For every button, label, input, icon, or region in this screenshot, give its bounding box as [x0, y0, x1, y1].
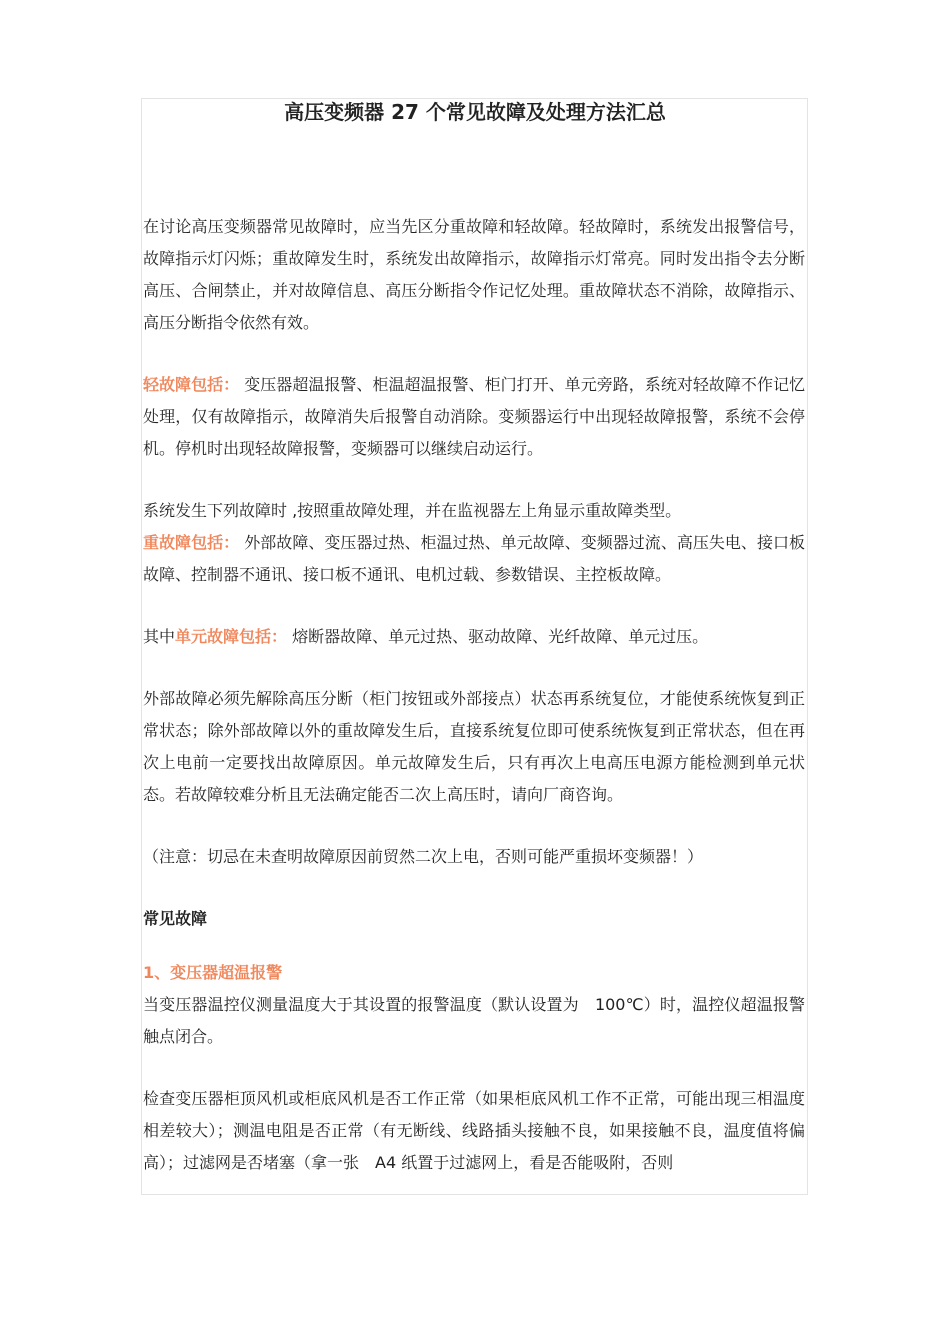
heavy-fault-intro: 系统发生下列故障时 ,按照重故障处理，并在监视器左上角显示重故障类型。	[143, 501, 682, 520]
document-body	[143, 211, 805, 1179]
section-heading: 常见故障	[143, 909, 208, 928]
light-fault-label: 轻故障包括：	[143, 375, 240, 394]
unit-fault-prefix: 其中	[143, 627, 176, 646]
notice-paragraph: （注意：切忌在未查明故障原因前贸然二次上电，否则可能严重损坏变频器！）	[143, 847, 704, 866]
item1-paragraph-1: 当变压器温控仪测量温度大于其设置的报警温度（默认设置为 100℃）时，温控仪超温报警触点闭合。	[143, 995, 805, 1046]
external-fault-paragraph: 外部故障必须先解除高压分断（柜门按钮或外部接点）状态再系统复位，才能使系统恢复到正常状态；除外部故障以外的重故障发生后，直接系统复位即可使系统恢复到正常状态，但在再次上电前一定要找出故障原因。单元故障发生后，只有再次上电高压电源方能检测到单元状态。若故障较难分析且无法确定能否二次上高压时，请向厂商咨询。	[143, 689, 805, 804]
heavy-fault-text: 外部故障、变压器过热、柜温过热、单元故障、变频器过流、高压失电、接口板故障、控制器不通讯、接口板不通讯、电机过载、参数错误、主控板故障。	[143, 533, 805, 584]
unit-fault-paragraph	[143, 621, 805, 653]
document-title: 高压变频器 27 个常见故障及处理方法汇总	[284, 100, 666, 124]
unit-fault-text: 熔断器故障、单元过热、驱动故障、光纤故障、单元过压。	[287, 627, 709, 646]
intro-paragraph: 在讨论高压变频器常见故障时，应当先区分重故障和轻故障。轻故障时，系统发出报警信号，故障指示灯闪烁；重故障发生时，系统发出故障指示，故障指示灯常亮。同时发出指令去分断高压、合闸禁止，并对故障信息、高压分断指令作记忆处理。重故障状态不消除，故障指示、高压分断指令依然有效。	[143, 217, 805, 332]
heavy-fault-label: 重故障包括：	[143, 533, 240, 552]
light-fault-paragraph	[143, 369, 805, 465]
heavy-fault-paragraph	[143, 527, 805, 591]
unit-fault-label: 单元故障包括：	[175, 627, 288, 646]
item1-heading: 1、变压器超温报警	[143, 963, 283, 982]
light-fault-text: 变压器超温报警、柜温超温报警、柜门打开、单元旁路，系统对轻故障不作记忆处理，仅有故障指示，故障消失后报警自动消除。变频器运行中出现轻故障报警，系统不会停机。停机时出现轻故障报警，变频器可以继续启动运行。	[143, 375, 805, 458]
item1-paragraph-2: 检查变压器柜顶风机或柜底风机是否工作正常（如果柜底风机工作不正常，可能出现三相温度相差较大）；测温电阻是否正常（有无断线、线路插头接触不良，如果接触不良，温度值将偏高）；过滤网是否堵塞（拿一张 A4 纸置于过滤网上，看是否能吸附，否则	[143, 1089, 805, 1172]
